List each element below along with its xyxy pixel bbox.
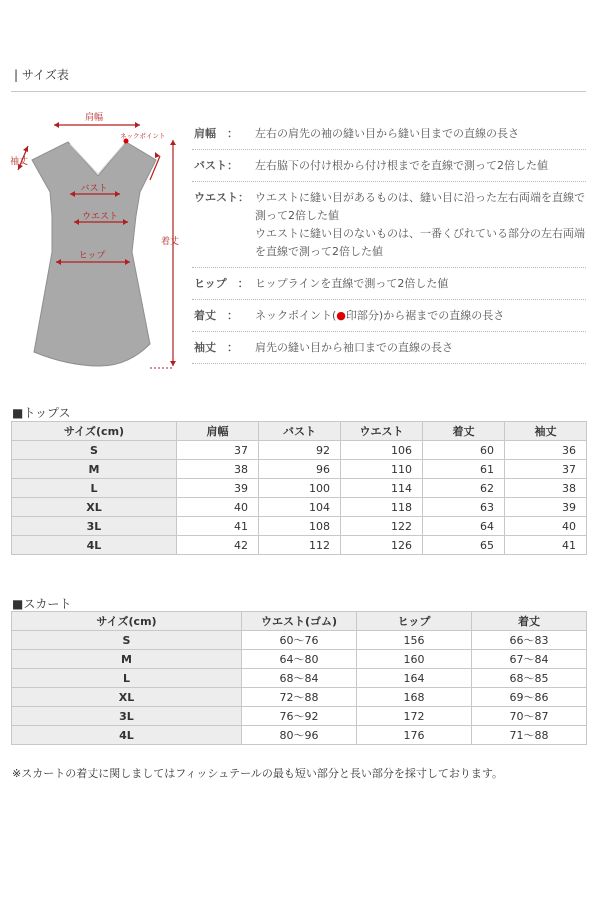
value-cell: 176	[357, 726, 472, 745]
header-sleeve: 袖丈	[505, 422, 587, 441]
skirt-size-table	[11, 611, 587, 745]
label-sleeve: 袖丈	[10, 157, 29, 167]
table-row	[12, 707, 587, 726]
table-row	[12, 669, 587, 688]
value-cell: 41	[177, 517, 259, 536]
label-neck-point: ネックポイント	[120, 132, 166, 140]
value-cell: 61	[423, 460, 505, 479]
value-cell: 76～92	[242, 707, 357, 726]
value-cell: 71～88	[472, 726, 587, 745]
value-cell: 114	[341, 479, 423, 498]
value-cell: 66～83	[472, 631, 587, 650]
size-cell: 3L	[12, 707, 242, 726]
value-cell: 36	[505, 441, 587, 460]
value-cell: 42	[177, 536, 259, 555]
dress-diagram	[8, 104, 193, 374]
value-cell: 38	[177, 460, 259, 479]
label-bust: バスト	[80, 184, 108, 194]
red-dot-icon: ●	[336, 309, 346, 322]
value-cell: 60	[423, 441, 505, 460]
definition-desc: 左右脇下の付け根から付け根までを直線で測って2倍した値	[255, 159, 548, 172]
size-cell: 3L	[12, 517, 177, 536]
skirt-length-note: ※スカートの着丈に関しましてはフィッシュテールの最も短い部分と長い部分を採寸しております。	[12, 767, 504, 780]
table-row	[12, 460, 587, 479]
definition-row	[192, 268, 586, 300]
value-cell: 126	[341, 536, 423, 555]
definition-term: ヒップ ：	[194, 277, 249, 290]
label-length: 着丈	[161, 237, 180, 247]
measurement-definitions	[192, 118, 586, 364]
table-row	[12, 479, 587, 498]
definition-term: バスト：	[194, 159, 238, 172]
label-waist: ウエスト	[81, 212, 119, 222]
size-cell: L	[12, 669, 242, 688]
size-cell: S	[12, 441, 177, 460]
value-cell: 62	[423, 479, 505, 498]
definition-row	[192, 300, 586, 332]
value-cell: 72～88	[242, 688, 357, 707]
value-cell: 69～86	[472, 688, 587, 707]
value-cell: 112	[259, 536, 341, 555]
skirt-section-label: ■スカート	[12, 597, 72, 611]
size-cell: 4L	[12, 726, 242, 745]
value-cell: 108	[259, 517, 341, 536]
table-header-row	[12, 422, 587, 441]
definition-term: ウエスト：	[194, 191, 249, 204]
definition-row	[192, 150, 586, 182]
value-cell: 160	[357, 650, 472, 669]
value-cell: 67～84	[472, 650, 587, 669]
value-cell: 68～85	[472, 669, 587, 688]
definition-row	[192, 332, 586, 364]
value-cell: 40	[505, 517, 587, 536]
definition-term: 着丈 ：	[194, 309, 238, 322]
value-cell: 106	[341, 441, 423, 460]
header-size: サイズ(cm)	[12, 612, 242, 631]
value-cell: 92	[259, 441, 341, 460]
value-cell: 96	[259, 460, 341, 479]
title-divider	[11, 91, 586, 92]
page-title: | サイズ表	[14, 68, 69, 82]
value-cell: 60～76	[242, 631, 357, 650]
value-cell: 65	[423, 536, 505, 555]
definition-term: 袖丈 ：	[194, 341, 238, 354]
table-row	[12, 688, 587, 707]
definition-desc-before: ネックポイント(	[255, 309, 337, 322]
value-cell: 40	[177, 498, 259, 517]
value-cell: 37	[177, 441, 259, 460]
definition-desc: 肩先の縫い目から袖口までの直線の長さ	[255, 341, 453, 354]
table-row	[12, 650, 587, 669]
table-row	[12, 441, 587, 460]
definition-desc-after: 印部分)から裾までの直線の長さ	[345, 309, 505, 322]
value-cell: 64～80	[242, 650, 357, 669]
header-size: サイズ(cm)	[12, 422, 177, 441]
value-cell: 68～84	[242, 669, 357, 688]
table-row	[12, 631, 587, 650]
value-cell: 100	[259, 479, 341, 498]
header-waist-elastic: ウエスト(ゴム)	[242, 612, 357, 631]
label-hip: ヒップ	[78, 251, 106, 261]
header-hip: ヒップ	[357, 612, 472, 631]
definition-desc: ヒップラインを直線で測って2倍した値	[255, 277, 449, 290]
header-bust: バスト	[259, 422, 341, 441]
value-cell: 172	[357, 707, 472, 726]
value-cell: 156	[357, 631, 472, 650]
definition-term: 肩幅 ：	[194, 127, 238, 140]
table-row	[12, 726, 587, 745]
header-waist: ウエスト	[341, 422, 423, 441]
size-cell: 4L	[12, 536, 177, 555]
table-row	[12, 536, 587, 555]
header-length: 着丈	[472, 612, 587, 631]
size-cell: M	[12, 650, 242, 669]
value-cell: 63	[423, 498, 505, 517]
definition-desc: ウエストに縫い目があるものは、縫い目に沿った左右両端を直線で測って2倍した値 ウエストに縫い目のないものは、一番くびれている部分の左右両端を直線で測って2倍した値	[255, 191, 585, 258]
size-cell: S	[12, 631, 242, 650]
value-cell: 37	[505, 460, 587, 479]
size-cell: L	[12, 479, 177, 498]
size-cell: XL	[12, 688, 242, 707]
definition-desc	[255, 300, 586, 331]
definition-desc: 左右の肩先の袖の縫い目から縫い目までの直線の長さ	[255, 127, 519, 140]
value-cell: 38	[505, 479, 587, 498]
header-shoulder: 肩幅	[177, 422, 259, 441]
value-cell: 80～96	[242, 726, 357, 745]
value-cell: 70～87	[472, 707, 587, 726]
header-length: 着丈	[423, 422, 505, 441]
tops-size-table	[11, 421, 587, 555]
table-header-row	[12, 612, 587, 631]
definition-row	[192, 182, 586, 268]
value-cell: 122	[341, 517, 423, 536]
value-cell: 110	[341, 460, 423, 479]
value-cell: 118	[341, 498, 423, 517]
value-cell: 41	[505, 536, 587, 555]
size-cell: M	[12, 460, 177, 479]
value-cell: 164	[357, 669, 472, 688]
label-shoulder: 肩幅	[84, 113, 104, 123]
value-cell: 168	[357, 688, 472, 707]
value-cell: 39	[177, 479, 259, 498]
table-row	[12, 517, 587, 536]
tops-section-label: ■トップス	[12, 406, 71, 420]
value-cell: 64	[423, 517, 505, 536]
definition-row	[192, 118, 586, 150]
value-cell: 39	[505, 498, 587, 517]
table-row	[12, 498, 587, 517]
size-cell: XL	[12, 498, 177, 517]
value-cell: 104	[259, 498, 341, 517]
